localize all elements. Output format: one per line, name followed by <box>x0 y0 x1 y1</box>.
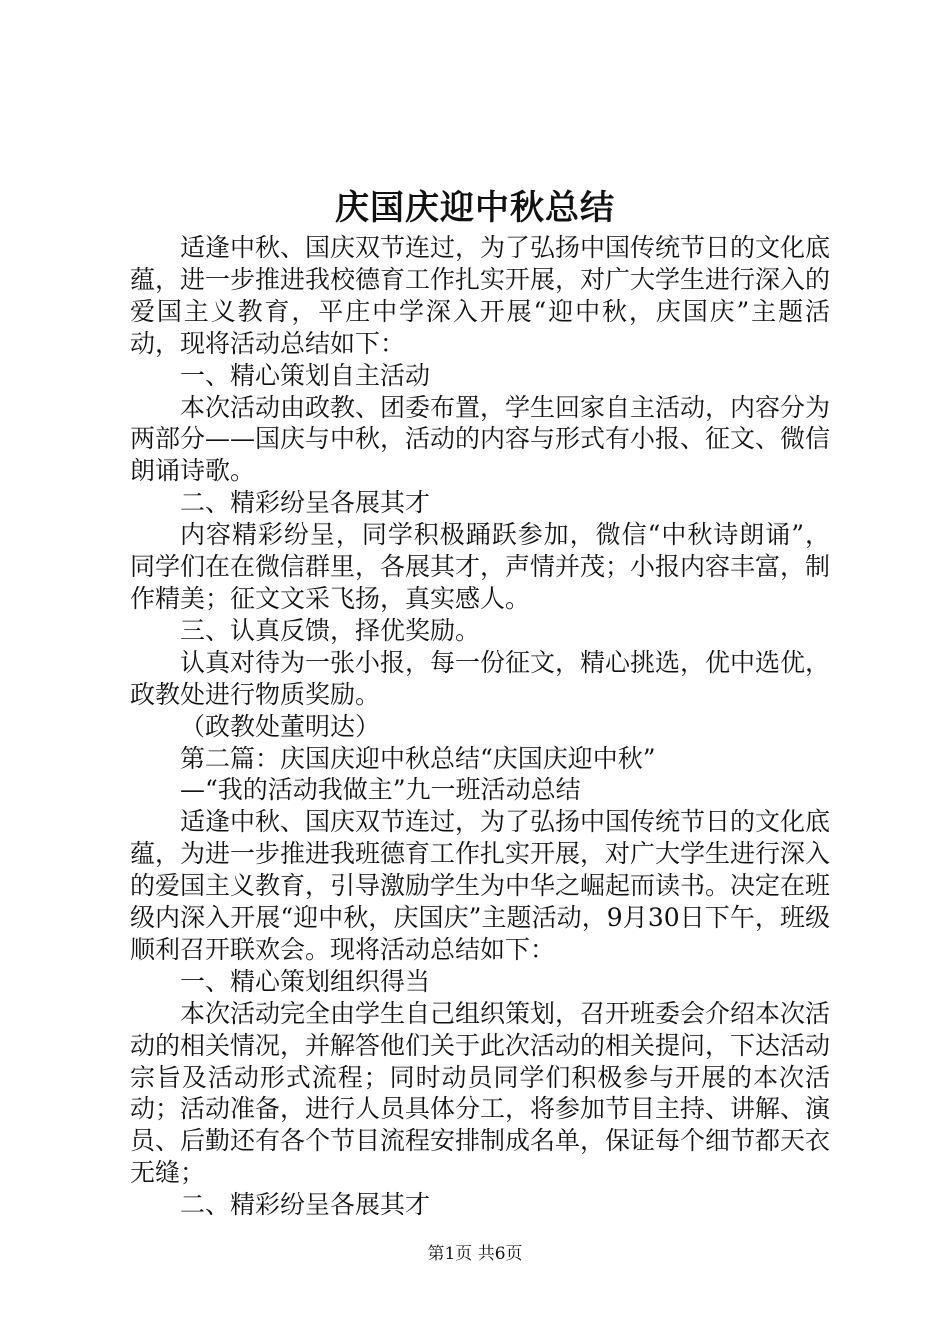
second-article-subtitle: —“我的活动我做主”九一班活动总结 <box>180 775 581 805</box>
second-article-title: 第二篇：庆国庆迎中秋总结“庆国庆迎中秋” <box>180 743 656 773</box>
paragraph-section-2: 内容精彩纷呈，同学积极踊跃参加，微信“中秋诗朗诵”，同学们在在微信群里，各展其才，声情并茂；小报内容丰富，制作精美；征文文采飞扬，真实感人。 <box>130 520 831 613</box>
second-section-heading-1: 一、精心策划组织得当 <box>180 966 431 996</box>
section-heading-3: 三、认真反馈，择优奖励。 <box>180 615 481 645</box>
second-section-heading-2: 二、精彩纷呈各展其才 <box>180 1190 431 1220</box>
section-heading-2: 二、精彩纷呈各展其才 <box>180 488 431 518</box>
paragraph-section-3: 认真对待为一张小报，每一份征文，精心挑选，优中选优，政教处进行物质奖励。 <box>130 647 831 709</box>
document-body <box>130 232 830 1221</box>
section-heading-1: 一、精心策划自主活动 <box>180 360 431 390</box>
signature-line: （政教处董明达） <box>180 711 381 741</box>
paragraph-second-intro: 适逢中秋、国庆双节连过，为了弘扬中国传统节日的文化底蕴，为进一步推进我班德育工作扎实开展，对广大学生进行深入的爱国主义教育，引导激励学生为中华之崛起而读书。决定在班级内深入开展“迎中秋，庆国庆”主题活动，9月30日下午，班级顺利召开联欢会。现将活动总结如下： <box>130 807 831 964</box>
paragraph-second-section-1: 本次活动完全由学生自己组织策划，召开班委会介绍本次活动的相关情况，并解答他们关于此次活动的相关提问，下达活动宗旨及活动形式流程；同时动员同学们积极参与开展的本次活动；活动准备，进行人员具体分工，将参加节目主持、讲解、演员、后勤还有各个节目流程安排制成名单，保证每个细节都天衣无缝； <box>130 998 831 1188</box>
page-number-footer: 第1页 共6页 <box>427 1244 523 1264</box>
paragraph-section-1: 本次活动由政教、团委布置，学生回家自主活动，内容分为两部分——国庆与中秋，活动的内容与形式有小报、征文、微信朗诵诗歌。 <box>130 392 831 486</box>
page-title: 庆国庆迎中秋总结 <box>335 188 615 228</box>
paragraph-intro: 适逢中秋、国庆双节连过，为了弘扬中国传统节日的文化底蕴，进一步推进我校德育工作扎实开展，对广大学生进行深入的爱国主义教育，平庄中学深入开展“迎中秋，庆国庆”主题活动，现将活动总结如下： <box>130 233 831 358</box>
